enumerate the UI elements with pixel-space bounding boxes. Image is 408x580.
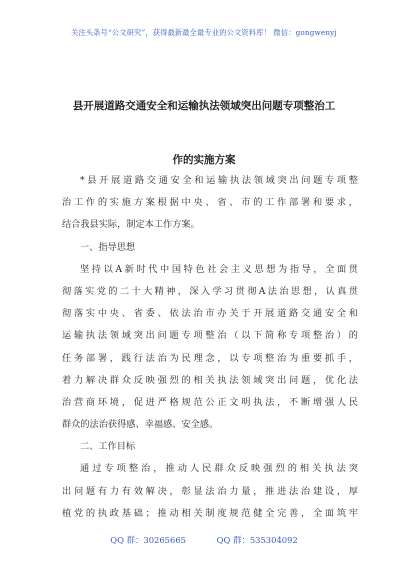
paragraph-line: *县开展道路交通安全和运输执法领域突出问题专项整	[80, 175, 358, 186]
paragraph-line: 通过专项整治，推动人民群众反映强烈的相关执法突	[80, 463, 358, 475]
header-note: 关注头条号“公文研究”，获得最新最全最专业的公文资料库！ 微信：gongwenyj	[71, 28, 337, 37]
paragraph-line: 坚持以A新时代中国特色社会主义思想为指导，全面贯	[80, 263, 358, 275]
footer-qq-group-2: QQ 群：535304092	[216, 535, 298, 545]
paragraph-line: 出问题有力有效解决，彰显法治力量，推进法治建设，厚	[62, 485, 358, 497]
paragraph-line: 运输执法领域突出问题专项整治（以下简称专项整治）的	[62, 330, 358, 342]
paragraph-line: 群众的法治获得感、幸福感、安全感。	[62, 419, 219, 431]
paragraph-line: 结合我县实际，制定本工作方案。	[62, 219, 200, 231]
paragraph-line: 着力解决群众反映强烈的相关执法领域突出问题，优化法	[62, 374, 358, 386]
footer-contact	[0, 534, 408, 546]
section-heading: 二、工作目标	[80, 441, 136, 453]
document-title-line-1: 县开展道路交通安全和运输执法领域突出问题专项整治工	[72, 100, 336, 112]
paragraph-line: 治营商环境，促进严格规范公正文明执法，不断增强人民	[62, 396, 358, 408]
footer-qq-group-1: QQ 群：30265665	[110, 535, 186, 545]
paragraph-line: 彻落实党的二十大精神，深入学习贯彻A法治思想，认真贯	[62, 285, 358, 297]
document-title-line-2: 作的实施方案	[172, 154, 236, 166]
paragraph-line: 治工作的实施方案根据中央、省、市的工作部署和要求，	[62, 197, 358, 209]
paragraph-line: 任务部署，践行法治为民理念，以专项整治为重要抓手，	[62, 352, 358, 364]
section-heading: 一、指导思想	[80, 241, 136, 253]
paragraph-line: 彻落实中央、省委、依法治市办关于开展道路交通安全和	[62, 308, 358, 320]
document-body	[62, 170, 358, 525]
paragraph-line: 植党的执政基础；推动相关制度规范健全完善，全面筑牢	[62, 507, 358, 519]
